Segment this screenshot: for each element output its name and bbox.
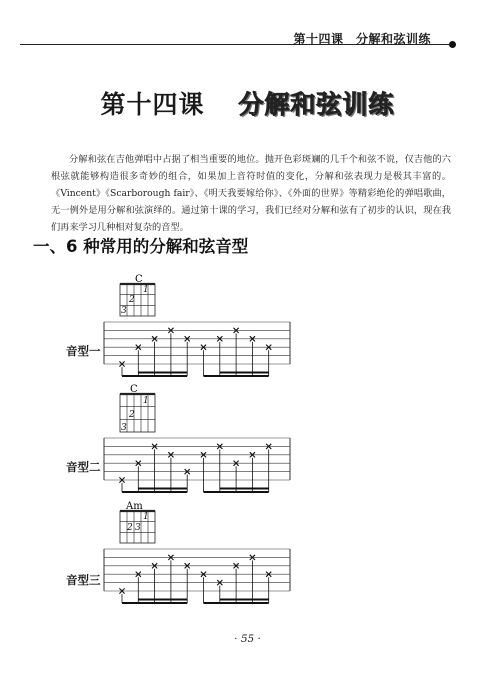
finger-number: 3 <box>121 423 127 433</box>
finger-number: 2 <box>129 410 135 420</box>
pattern-figure-3 <box>100 497 300 612</box>
header-rule <box>20 44 450 45</box>
pattern-label-2: 音型二 <box>66 460 101 474</box>
pattern-label-1: 音型一 <box>66 344 101 358</box>
section-heading: 一、6 种常用的分解和弦音型 <box>33 237 249 256</box>
lesson-name: 分解和弦训练 <box>238 90 395 119</box>
intro-paragraph: 分解和弦在吉他弹唱中占据了相当重要的地位。抛开色彩斑斓的几千个和弦不说，仅吉他的六根弦就能够构造很多奇妙的组合，如果加上音符时值的变化，分解和弦表现力是极其丰富的。《Vincent》《Scarborough fair》、《明天我要嫁给你》、《外面的世界》等精彩绝伦的弹唱歌曲，无一例外是用分解和弦演绎的。通过第十课的学习，我们已经对分解和弦有了初步的认识，现在我们再来学习几种相对复杂的音型。 <box>51 154 451 233</box>
lesson-number: 第十四课 <box>100 90 205 119</box>
finger-number: 3 <box>135 523 141 533</box>
finger-number: 3 <box>121 306 127 316</box>
finger-number: 1 <box>143 396 149 406</box>
tab-staff <box>104 438 290 492</box>
finger-number: 1 <box>143 285 149 295</box>
header-bullet <box>449 41 456 48</box>
pattern-figure-2 <box>100 380 300 495</box>
running-header: 第十四课 分解和弦训练 <box>293 32 431 46</box>
chord-name: C <box>135 274 143 285</box>
finger-number: 2 <box>129 295 135 305</box>
finger-number: 1 <box>143 512 149 522</box>
page-number: · 55 · <box>234 633 261 645</box>
finger-number: 2 <box>127 523 133 533</box>
pattern-figure-1 <box>100 270 300 380</box>
chord-name: Am <box>126 501 143 512</box>
pattern-label-3: 音型三 <box>66 573 101 587</box>
chord-name: C <box>130 384 138 395</box>
tab-staff <box>104 322 290 376</box>
lesson-title <box>0 85 495 121</box>
tab-staff <box>104 549 290 603</box>
